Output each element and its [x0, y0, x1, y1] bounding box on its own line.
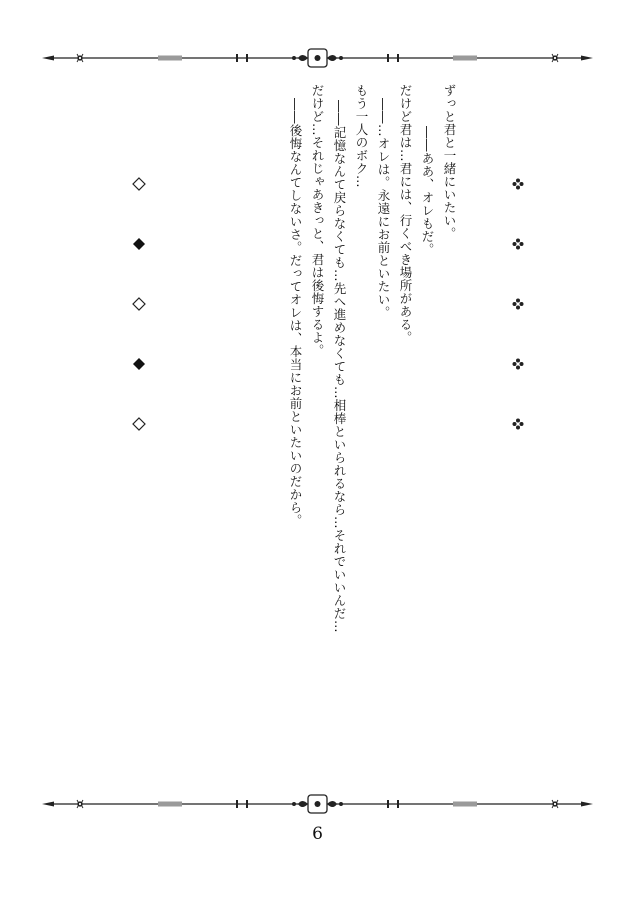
diamond-filled-icon — [127, 232, 151, 256]
diamond-outline-icon — [127, 412, 151, 436]
four-dot-flower-icon — [506, 232, 530, 256]
dialogue-line: ――…オレは。永遠にお前といたい。 — [376, 98, 391, 319]
dialogue-line: だけど…それじゃあきっと、君は後悔するよ。 — [310, 84, 325, 357]
four-dot-flower-icon — [506, 292, 530, 316]
page-number: 6 — [312, 824, 323, 844]
dialogue-line: だけど君は…君には、行くべき場所がある。 — [398, 84, 413, 344]
top-ornamental-divider — [40, 46, 595, 70]
right-ornament-column — [506, 172, 530, 436]
four-dot-flower-icon — [506, 412, 530, 436]
four-dot-flower-icon — [506, 352, 530, 376]
flourish-rule-icon — [40, 46, 595, 70]
dialogue-line: もう一人のボク… — [354, 84, 369, 188]
dialogue-line: ――ああ、オレもだ。 — [420, 126, 435, 256]
diamond-filled-icon — [127, 352, 151, 376]
diamond-outline-icon — [127, 292, 151, 316]
dialogue-line: ――記憶なんて戻らなくても…先へ進めなくても…相棒といられるなら…それでいいんだ… — [332, 100, 347, 633]
left-ornament-column — [127, 172, 151, 436]
dialogue-text-block — [258, 84, 458, 664]
four-dot-flower-icon — [506, 172, 530, 196]
diamond-outline-icon — [127, 172, 151, 196]
flourish-rule-icon — [40, 792, 595, 816]
dialogue-line: ――後悔なんてしないさ。だってオレは、本当にお前といたいのだから。 — [288, 98, 303, 527]
bottom-ornamental-divider — [40, 792, 595, 816]
dialogue-line: ずっと君と一緒にいたい。 — [442, 84, 457, 240]
